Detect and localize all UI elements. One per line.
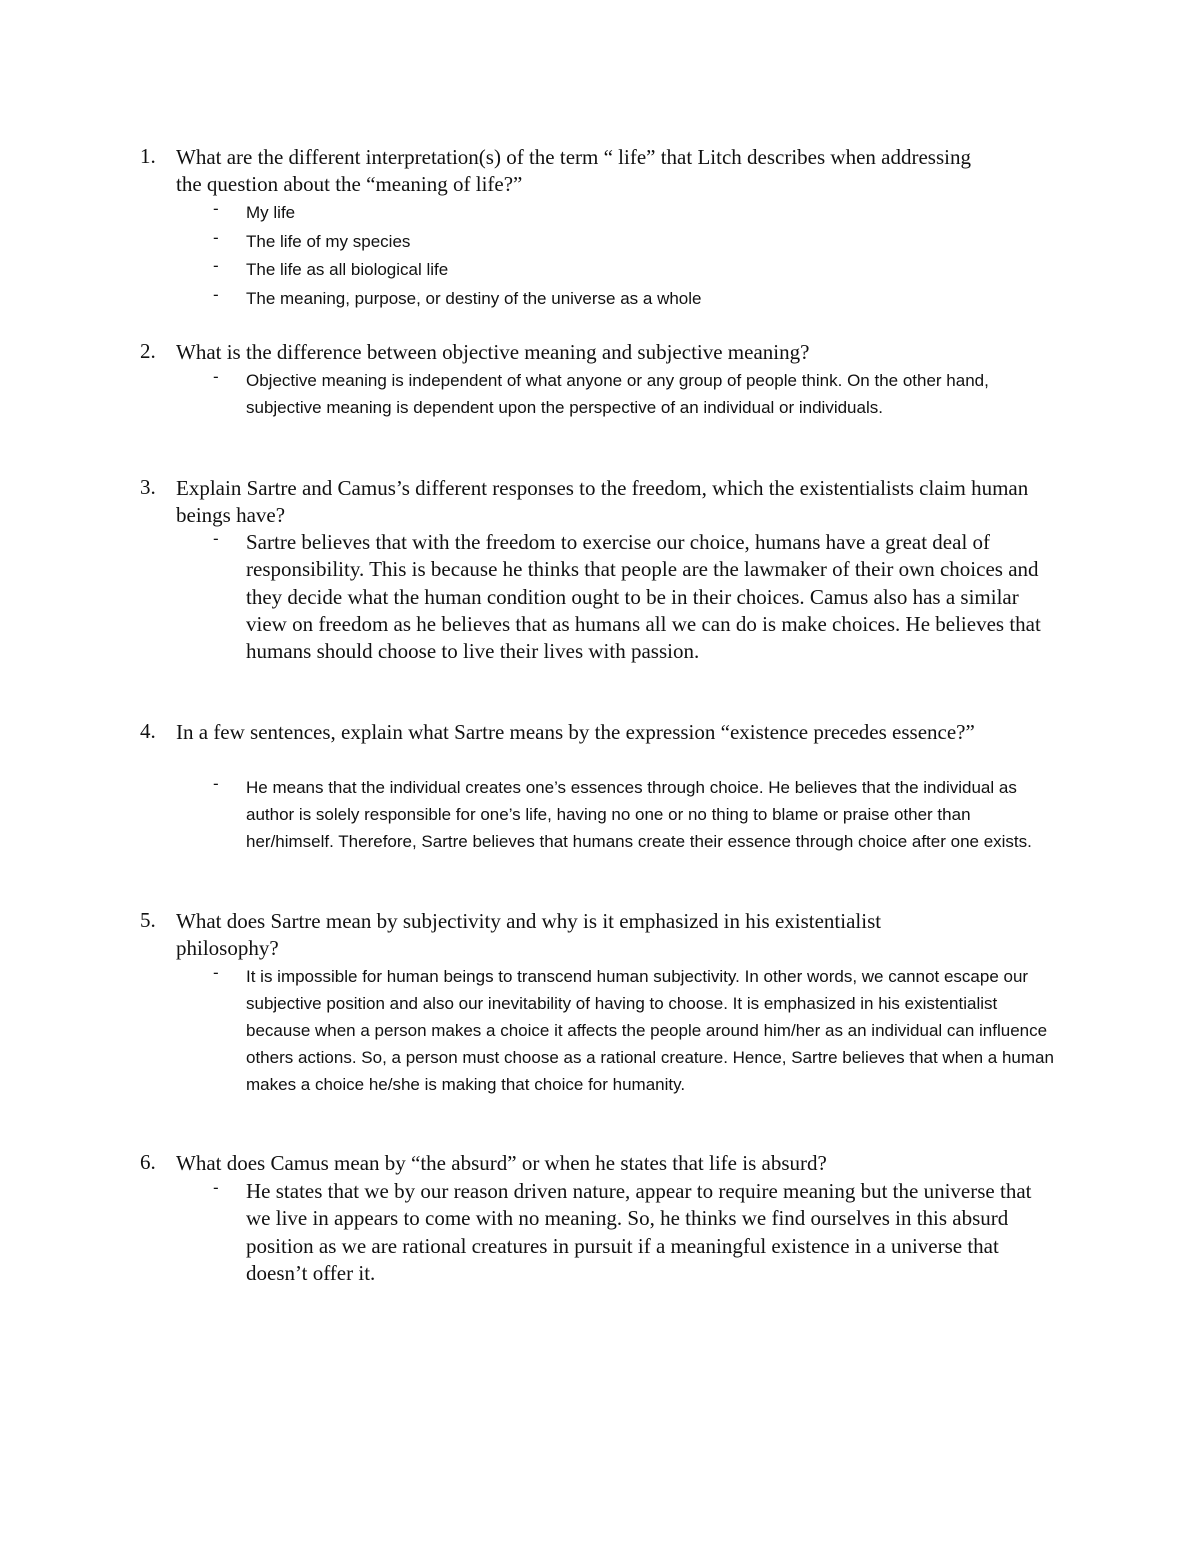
answer-text: He states that we by our reason driven nature, appear to require meaning but the universe that we live in appears to come with no meaning. So, he thinks we find ourselves in this absurd position as we are rational creatures in pursuit if a meaningful existence in a universe that doesn’t offer it. [246,1179,1032,1285]
question-number: 1. [140,144,156,168]
question-number: 6. [140,1150,156,1174]
question-text: In a few sentences, explain what Sartre means by the expression “existence precedes essence?” [176,720,975,744]
dash-bullet: - [213,256,219,275]
question-number: 2. [140,339,156,363]
dash-bullet: - [213,774,219,793]
answer-text: The meaning, purpose, or destiny of the universe as a whole [246,289,702,308]
question-text: Explain Sartre and Camus’s different responses to the freedom, which the existentialists claim human beings have? [176,476,1029,527]
dash-bullet: - [213,228,219,247]
question-number: 4. [140,719,156,743]
dash-bullet: - [213,529,219,548]
question-text: What is the difference between objective meaning and subjective meaning? [176,340,810,364]
question-text: What are the different interpretation(s) of the term “ life” that Litch describes when addressing the question about the “meaning of life?” [176,145,971,196]
question-text: What does Sartre mean by subjectivity and why is it emphasized in his existentialist philosophy? [176,909,882,960]
dash-bullet: - [213,963,219,982]
question-number: 3. [140,475,156,499]
question-text: What does Camus mean by “the absurd” or when he states that life is absurd? [176,1151,827,1175]
answer-text: The life of my species [246,232,411,251]
answer-text: He means that the individual creates one’s essences through choice. He believes that the individual as author is solely responsible for one’s life, having no one or no thing to blame or praise other than her/himself. Therefore, Sartre believes that humans create their essence through choice after one exists. [246,778,1032,851]
dash-bullet: - [213,1178,219,1197]
answer-text: Objective meaning is independent of what anyone or any group of people think. On the other hand, subjective meaning is dependent upon the perspective of an individual or individuals. [246,371,989,417]
answer-text: It is impossible for human beings to transcend human subjectivity. In other words, we cannot escape our subjective position and also our inevitability of having to choose. It is emphasized in his existentialist because when a person makes a choice it affects the people around him/her as an individual can influence others actions. So, a person must choose as a rational creature. Hence, Sartre believes that when a human makes a choice he/she is making that choice for humanity. [246,967,1054,1094]
answer-text: My life [246,203,296,222]
answer-text: The life as all biological life [246,260,449,279]
dash-bullet: - [213,367,219,386]
dash-bullet: - [213,199,219,218]
dash-bullet: - [213,285,219,304]
answer-text: Sartre believes that with the freedom to exercise our choice, humans have a great deal of responsibility. This is because he thinks that people are the lawmaker of their own choices and they decide what the human condition ought to be in their choices. Camus also has a similar view on freedom as he believes that as humans all we can do is make choices. He believes that humans should choose to live their lives with passion. [246,530,1041,664]
question-number: 5. [140,908,156,932]
